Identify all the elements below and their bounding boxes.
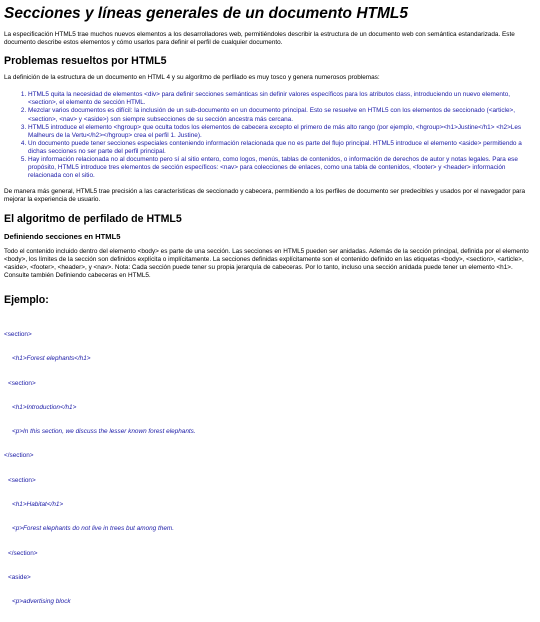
list-item: 5. Hay información relacionada no al documento pero sí al sitio entero, como logos, menús, tablas de contenidos, o información de derechos de autor y notas legales. Para ese propósito, HTML5 introduce tres elementos de sección específicos: <nav> para colecciones de enlaces, como una tabla de contenidos, <footer> y <header> información relacionada con el sitio. [28, 156, 536, 180]
code-line: <p>Forest elephants do not live in trees but among them. [12, 525, 174, 533]
code-line: <h1>Habitat</h1> [12, 501, 64, 509]
code-line: <p>In this section, we discuss the lesser known forest elephants. [12, 428, 196, 436]
list-item: 3. HTML5 introduce el elemento <hgroup> que oculta todos los elementos de cabecera excepto el primero de más alto rango (por ejemplo, <hgroup><h1>Justine</h1> <h2>Les Malheurs de la Vertu</h2></hgroup> crea el perfil 1. Justine). [28, 124, 536, 140]
code-example [4, 315, 536, 622]
subheading-defining-sections: Definiendo secciones en HTML5 [4, 231, 121, 241]
code-line: <section> [4, 331, 32, 339]
list-item: 1. HTML5 quita la necesidad de elementos <div> para definir secciones semánticas sin definir valores específicos para los atributos class, introduciendo un nuevo elemento, <section>, el elemento de sección HTML. [28, 91, 536, 107]
code-line: <aside> [8, 573, 31, 581]
section-heading-algorithm: El algoritmo de perfilado de HTML5 [4, 212, 182, 225]
problems-paragraph: La definición de la estructura de un documento en HTML 4 y su algoritmo de perfilado es muy tosco y genera numerosos problemas: [4, 74, 380, 82]
code-line: <p>advertising block [12, 598, 71, 606]
code-line: <h1>Forest elephants</h1> [12, 355, 91, 363]
section-heading-problems: Problemas resueltos por HTML5 [4, 55, 167, 68]
problems-list [4, 91, 536, 180]
page-title: Secciones y líneas generales de un documento HTML5 [4, 5, 408, 22]
list-item: 2. Mezclar varios documentos es difícil: la inclusión de un sub-documento en un documento principal. Esto se resuelve en HTML5 con los elementos de seccionado (<article>, <section>, <nav> y <aside>) son siempre subsecciones de su sección ancestra más cercana. [28, 107, 536, 123]
section-heading-example: Ejemplo: [4, 293, 49, 306]
code-line: <section> [8, 379, 36, 387]
intro-paragraph: La especificación HTML5 trae muchos nuevos elementos a los desarrolladores web, permitiéndoles describir la estructura de un documento web con semántica estandarizada. Este documento describe estos elementos y cómo usarlos para definir el perfil de cualquier documento. [4, 31, 515, 47]
code-line: <h1>Introduction</h1> [12, 403, 77, 411]
code-line: </section> [8, 549, 38, 557]
code-line: </section> [4, 452, 34, 460]
list-item: 4. Un documento puede tener secciones especiales conteniendo información relacionada que no es parte del flujo principal. HTML5 introduce el elemento <aside> permitiendo a dichas secciones no ser parte del perfil principal. [28, 140, 536, 156]
algorithm-paragraph: Todo el contenido incluido dentro del elemento <body> es parte de una sección. Las secciones en HTML5 pueden ser anidadas. Además de la sección principal, definida por el elemento <body>, los límites de la sección son definidos explícita o implícitamente. La secciones definidas explícitamente son el contenido definido en las etiquetas <body>, <section>, <article>, <aside>, <footer>, <header>, y <nav>. Nota: Cada sección puede tener su propia jerarquía de cabeceras. Por lo tanto, incluso una sección anidada puede tener un elemento <h1>. Consulte también Definiendo cabeceras en HTML5. [4, 247, 529, 279]
closing-paragraph: De manera más general, HTML5 trae precisión a las características de seccionado y cabecera, permitiendo a los perfiles de documento ser predecibles y usados por el navegador para mejorar la experiencia de usuario. [4, 188, 526, 204]
code-line: <section> [8, 476, 36, 484]
document-page [0, 5, 540, 622]
